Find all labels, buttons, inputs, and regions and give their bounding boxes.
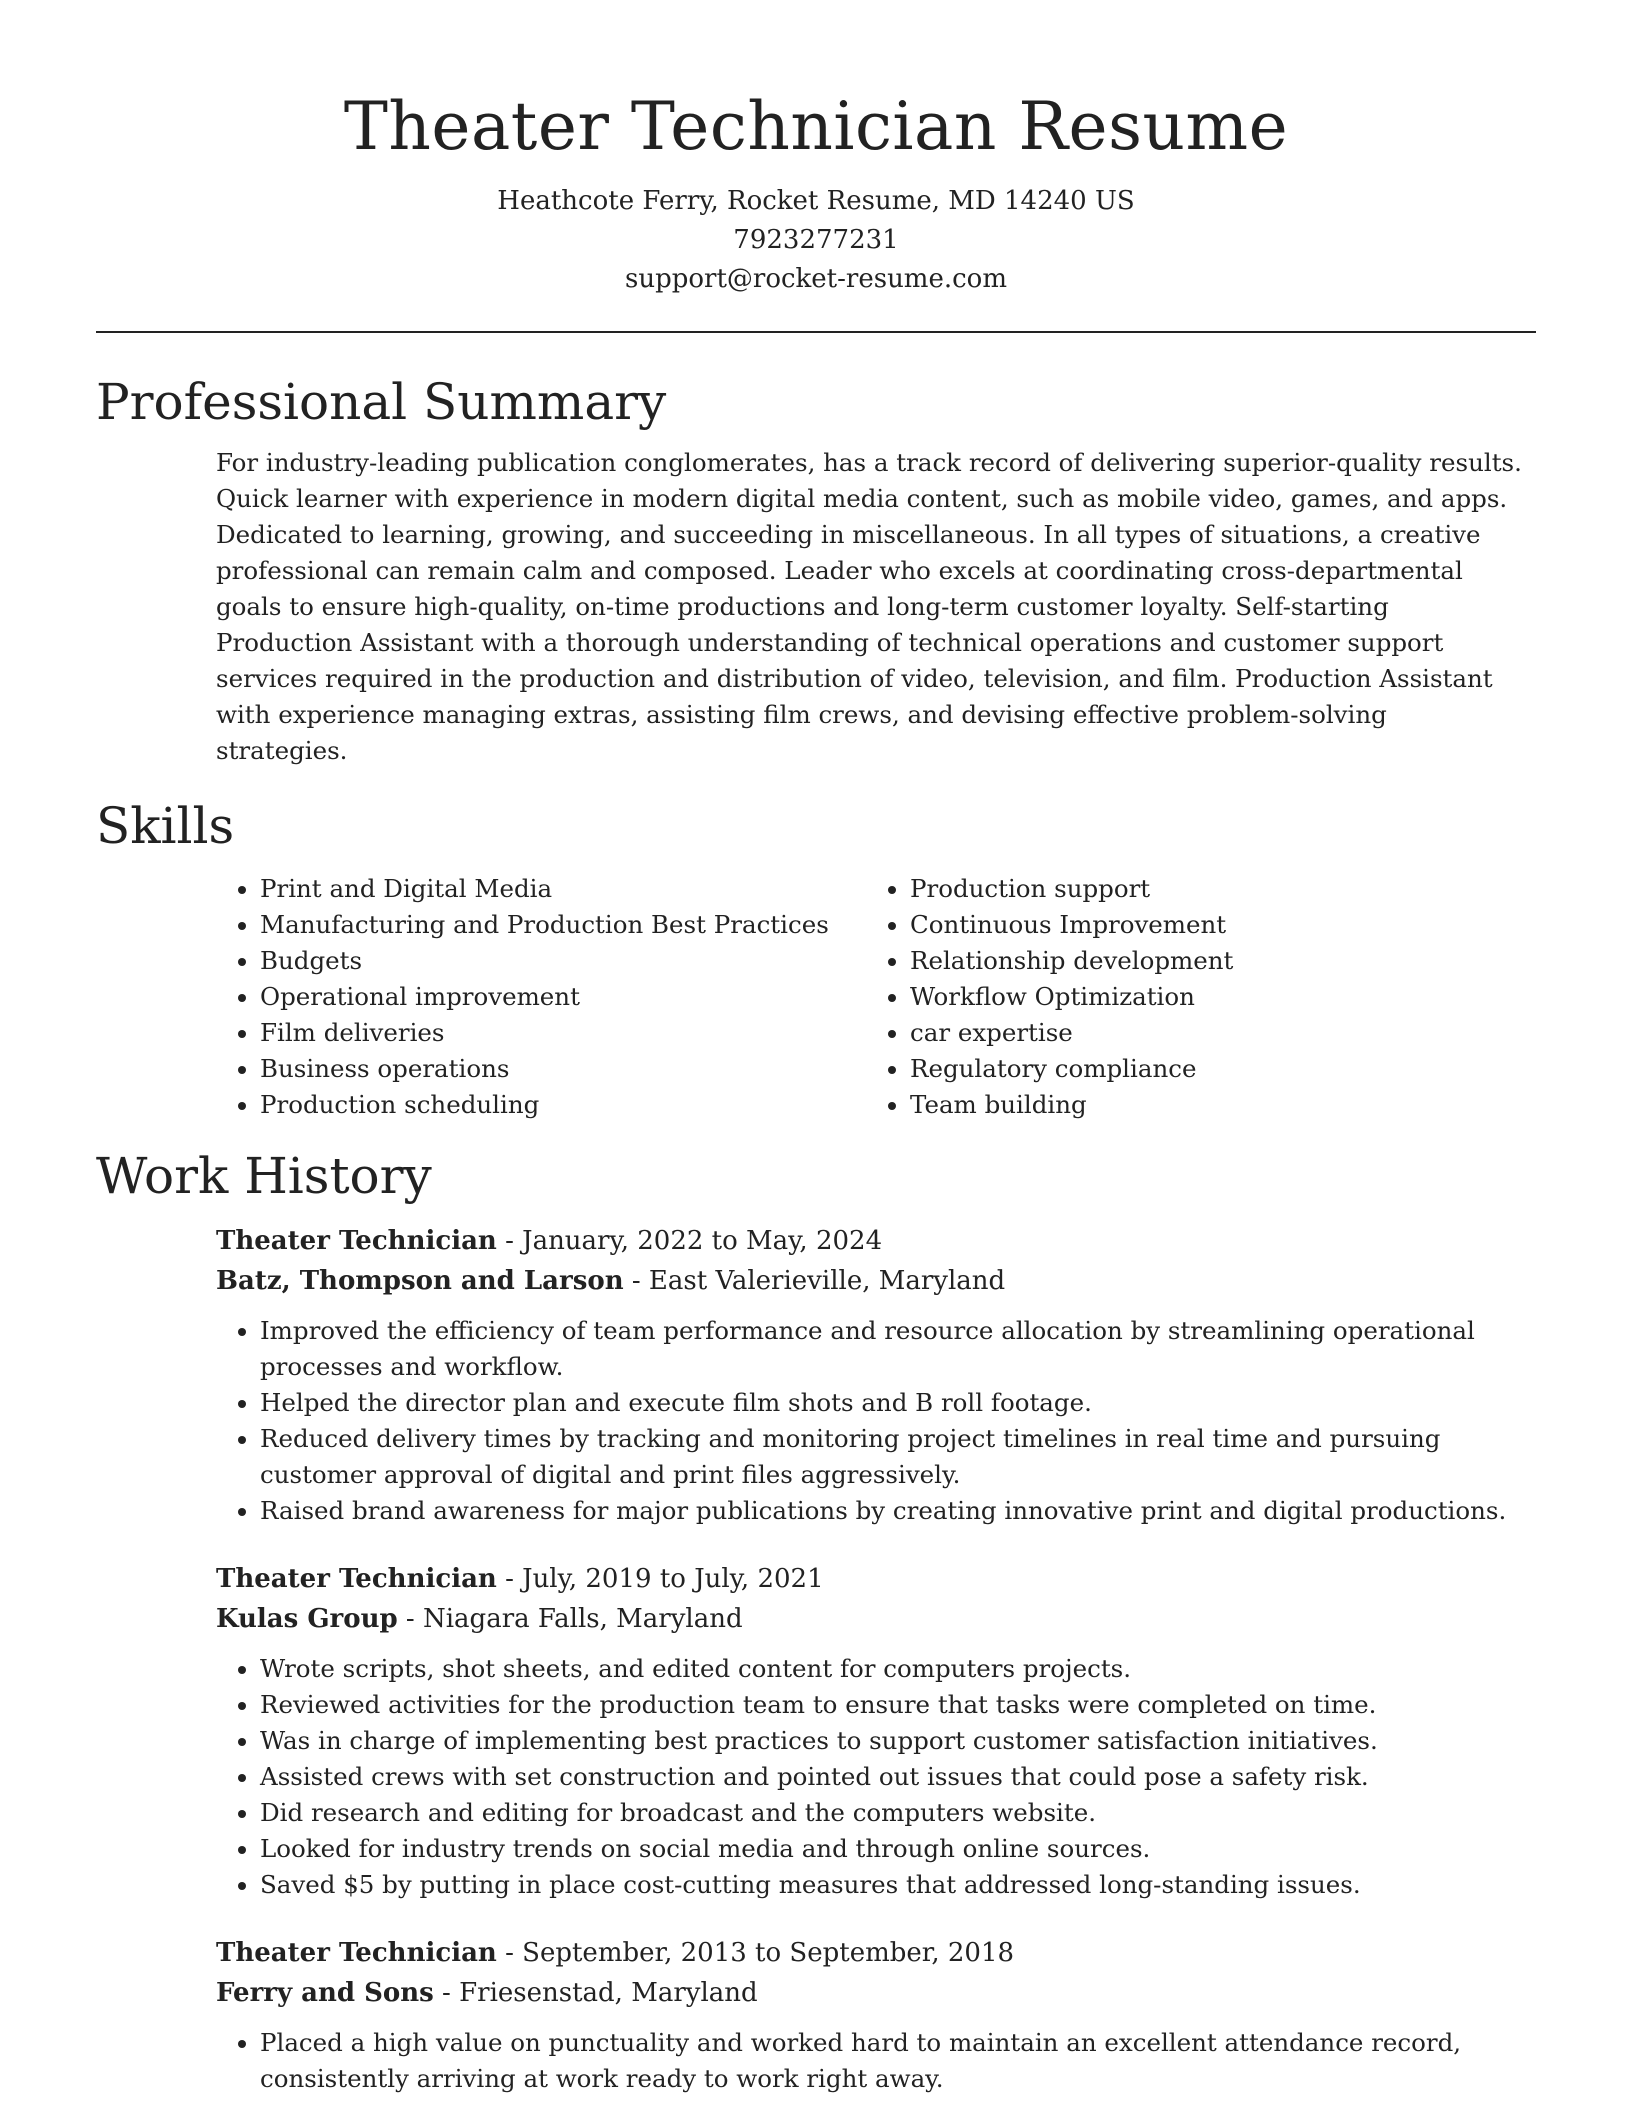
job-title: Theater Technician bbox=[216, 1226, 497, 1256]
job-entry bbox=[216, 1221, 1536, 1529]
resume-title: Theater Technician Resume bbox=[343, 88, 1289, 165]
job-bullet: • Looked for industry trends on social media and through online sources. bbox=[260, 1831, 1530, 1867]
job-bullet: • Saved $5 by putting in place cost-cutting measures that addressed long-standing issues. bbox=[260, 1867, 1530, 1903]
job-bullets bbox=[216, 1313, 1530, 1529]
skills-column-left bbox=[216, 871, 866, 1123]
skill-item: • Production support bbox=[910, 871, 1233, 907]
skill-item: • Business operations bbox=[260, 1051, 866, 1087]
job-dates: - July, 2019 to July, 2021 bbox=[496, 1564, 824, 1594]
contact-address: Heathcote Ferry, Rocket Resume, MD 14240 US bbox=[497, 186, 1135, 216]
header-divider bbox=[96, 331, 1536, 333]
summary-text: For industry-leading publication conglomerates, has a track record of delivering superior-quality results. Quick learner with experience in modern digital media content, such as mobile video, games, and apps. Dedicated to learning, growing, and succeeding in miscellaneous. In all types of situations, a creative professional can remain calm and composed. Leader who excels at coordinating cross-departmental goals to ensure high-quality, on-time productions and long-term customer loyalty. Self-starting Production Assistant with a thorough understanding of technical operations and customer support services required in the production and distribution of video, television, and film. Production Assistant with experience managing extras, assisting film crews, and devising effective problem-solving strategies. bbox=[216, 448, 1522, 765]
job-entry bbox=[216, 1559, 1536, 1903]
job-entry bbox=[216, 1933, 1536, 2097]
job-bullet: • Was in charge of implementing best practices to support customer satisfaction initiatives. bbox=[260, 1723, 1530, 1759]
job-company-line bbox=[216, 1973, 1536, 2013]
skill-item: • Team building bbox=[910, 1087, 1233, 1123]
skills-list bbox=[216, 871, 1536, 1123]
job-company: Batz, Thompson and Larson bbox=[216, 1266, 624, 1296]
job-bullet: • Placed a high value on punctuality and worked hard to maintain an excellent attendance record, consistently arriving at work ready to work right away. bbox=[260, 2025, 1530, 2097]
job-company-line bbox=[216, 1261, 1536, 1301]
job-bullet: • Reduced delivery times by tracking and monitoring project timelines in real time and pursuing customer approval of digital and print files aggressively. bbox=[260, 1421, 1530, 1493]
skill-item: • Regulatory compliance bbox=[910, 1051, 1233, 1087]
skill-item: • Budgets bbox=[260, 943, 866, 979]
job-bullet: • Helped the director plan and execute film shots and B roll footage. bbox=[260, 1385, 1530, 1421]
skill-item: • Manufacturing and Production Best Practices bbox=[260, 907, 866, 943]
job-dates: - January, 2022 to May, 2024 bbox=[496, 1226, 883, 1256]
job-bullet: • Improved the efficiency of team performance and resource allocation by streamlining operational processes and workflow. bbox=[260, 1313, 1530, 1385]
job-bullet: • Raised brand awareness for major publications by creating innovative print and digital productions. bbox=[260, 1493, 1530, 1529]
skill-item: • Continuous Improvement bbox=[910, 907, 1233, 943]
skill-item: • Print and Digital Media bbox=[260, 871, 866, 907]
job-bullets bbox=[216, 1651, 1530, 1903]
skill-item: • Workflow Optimization bbox=[910, 979, 1233, 1015]
job-title: Theater Technician bbox=[216, 1938, 497, 1968]
job-company: Ferry and Sons bbox=[216, 1978, 434, 2008]
job-title-line bbox=[216, 1933, 1536, 1973]
job-bullet: • Reviewed activities for the production team to ensure that tasks were completed on time. bbox=[260, 1687, 1530, 1723]
job-company-line bbox=[216, 1599, 1536, 1639]
job-dates: - September, 2013 to September, 2018 bbox=[496, 1938, 1015, 1968]
job-bullet: • Assisted crews with set construction and pointed out issues that could pose a safety risk. bbox=[260, 1759, 1530, 1795]
skill-item: • Operational improvement bbox=[260, 979, 866, 1015]
job-bullet: • Wrote scripts, shot sheets, and edited content for computers projects. bbox=[260, 1651, 1530, 1687]
summary-heading: Professional Summary bbox=[96, 373, 667, 431]
skill-item: • Production scheduling bbox=[260, 1087, 866, 1123]
job-location: - Niagara Falls, Maryland bbox=[397, 1604, 743, 1634]
job-bullets bbox=[216, 2025, 1530, 2097]
job-bullet: • Did research and editing for broadcast and the computers website. bbox=[260, 1795, 1530, 1831]
skills-heading: Skills bbox=[96, 797, 235, 855]
contact-email: support@rocket-resume.com bbox=[624, 264, 1007, 294]
skill-item: • Relationship development bbox=[910, 943, 1233, 979]
job-company: Kulas Group bbox=[216, 1604, 398, 1634]
job-title-line bbox=[216, 1559, 1536, 1599]
job-location: - Friesenstad, Maryland bbox=[433, 1978, 758, 2008]
job-title: Theater Technician bbox=[216, 1564, 497, 1594]
contact-phone: 7923277231 bbox=[733, 225, 899, 255]
work-history-heading: Work History bbox=[96, 1147, 432, 1205]
skills-column-right bbox=[866, 871, 1233, 1123]
skill-item: • Film deliveries bbox=[260, 1015, 866, 1051]
job-location: - East Valerieville, Maryland bbox=[623, 1266, 1006, 1296]
contact-info bbox=[96, 182, 1536, 299]
skill-item: • car expertise bbox=[910, 1015, 1233, 1051]
job-title-line bbox=[216, 1221, 1536, 1261]
